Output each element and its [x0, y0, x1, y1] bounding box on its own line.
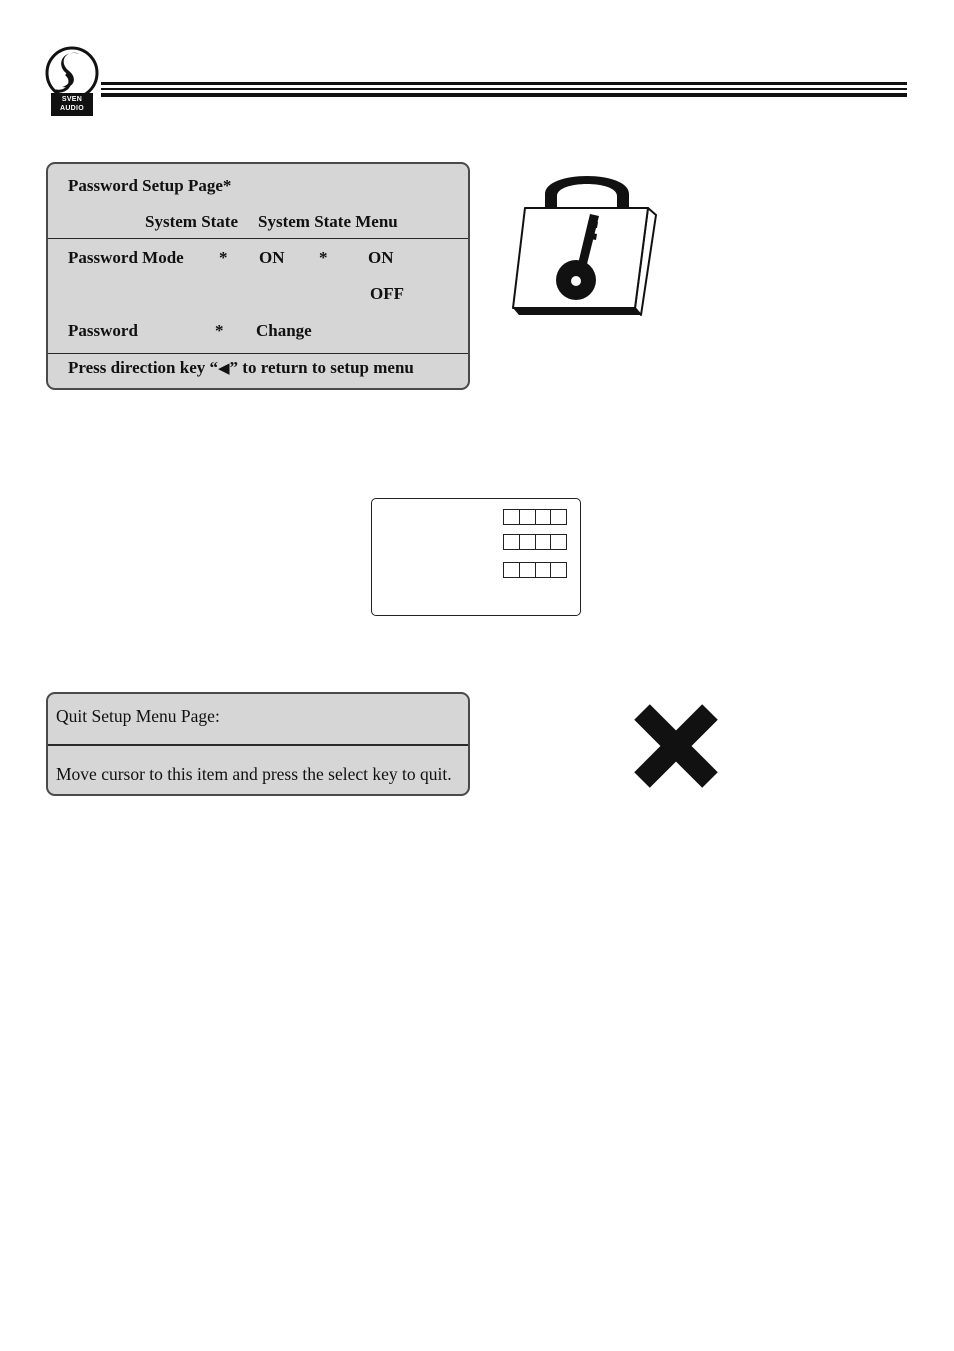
left-arrow-icon: ◀ [218, 359, 230, 377]
digit-cell[interactable] [551, 510, 566, 524]
digit-cell[interactable] [520, 563, 536, 577]
padlock-key-icon [505, 160, 663, 320]
footer-divider [48, 353, 468, 354]
quit-panel-title: Quit Setup Menu Page: [56, 706, 220, 726]
brand-line-2: AUDIO [59, 105, 85, 112]
return-hint-suffix: ” to return to setup menu [229, 358, 414, 377]
digit-cell[interactable] [520, 535, 536, 549]
close-x-icon [630, 700, 722, 792]
brand-line-1: SVEN [61, 96, 83, 103]
digit-cell[interactable] [551, 563, 566, 577]
header-rule [101, 82, 907, 98]
digit-cell[interactable] [536, 563, 552, 577]
old-password-digits[interactable] [503, 509, 567, 525]
option-on[interactable]: ON [368, 248, 394, 267]
password-marker: * [215, 321, 224, 340]
quit-divider [48, 744, 468, 746]
digit-cell[interactable] [504, 510, 520, 524]
digit-cell[interactable] [520, 510, 536, 524]
panel-title: Password Setup Page* [68, 176, 232, 195]
digit-cell[interactable] [536, 535, 552, 549]
column-system-state: System State [145, 212, 239, 231]
password-state: Change [256, 321, 312, 340]
password-entry-box [371, 498, 581, 616]
password-mode-menu-marker: * [319, 248, 328, 267]
password-mode-marker: * [219, 248, 228, 267]
password-mode-label[interactable]: Password Mode [68, 248, 184, 267]
digit-cell[interactable] [504, 535, 520, 549]
quit-setup-panel [46, 692, 470, 796]
column-system-state-menu: System State Menu [258, 212, 398, 231]
option-off[interactable]: OFF [370, 284, 404, 303]
password-label[interactable]: Password [68, 321, 138, 340]
password-setup-panel [46, 162, 470, 390]
return-hint [68, 358, 414, 378]
confirm-password-digits[interactable] [503, 562, 567, 578]
header-divider [48, 238, 468, 239]
return-hint-prefix: Press direction key “ [68, 358, 218, 377]
quit-hint[interactable]: Move cursor to this item and press the select key to quit. [56, 764, 452, 784]
new-password-digits[interactable] [503, 534, 567, 550]
brand-logo-icon [44, 45, 100, 119]
digit-cell[interactable] [536, 510, 552, 524]
digit-cell[interactable] [551, 535, 566, 549]
digit-cell[interactable] [504, 563, 520, 577]
password-mode-state: ON [259, 248, 285, 267]
